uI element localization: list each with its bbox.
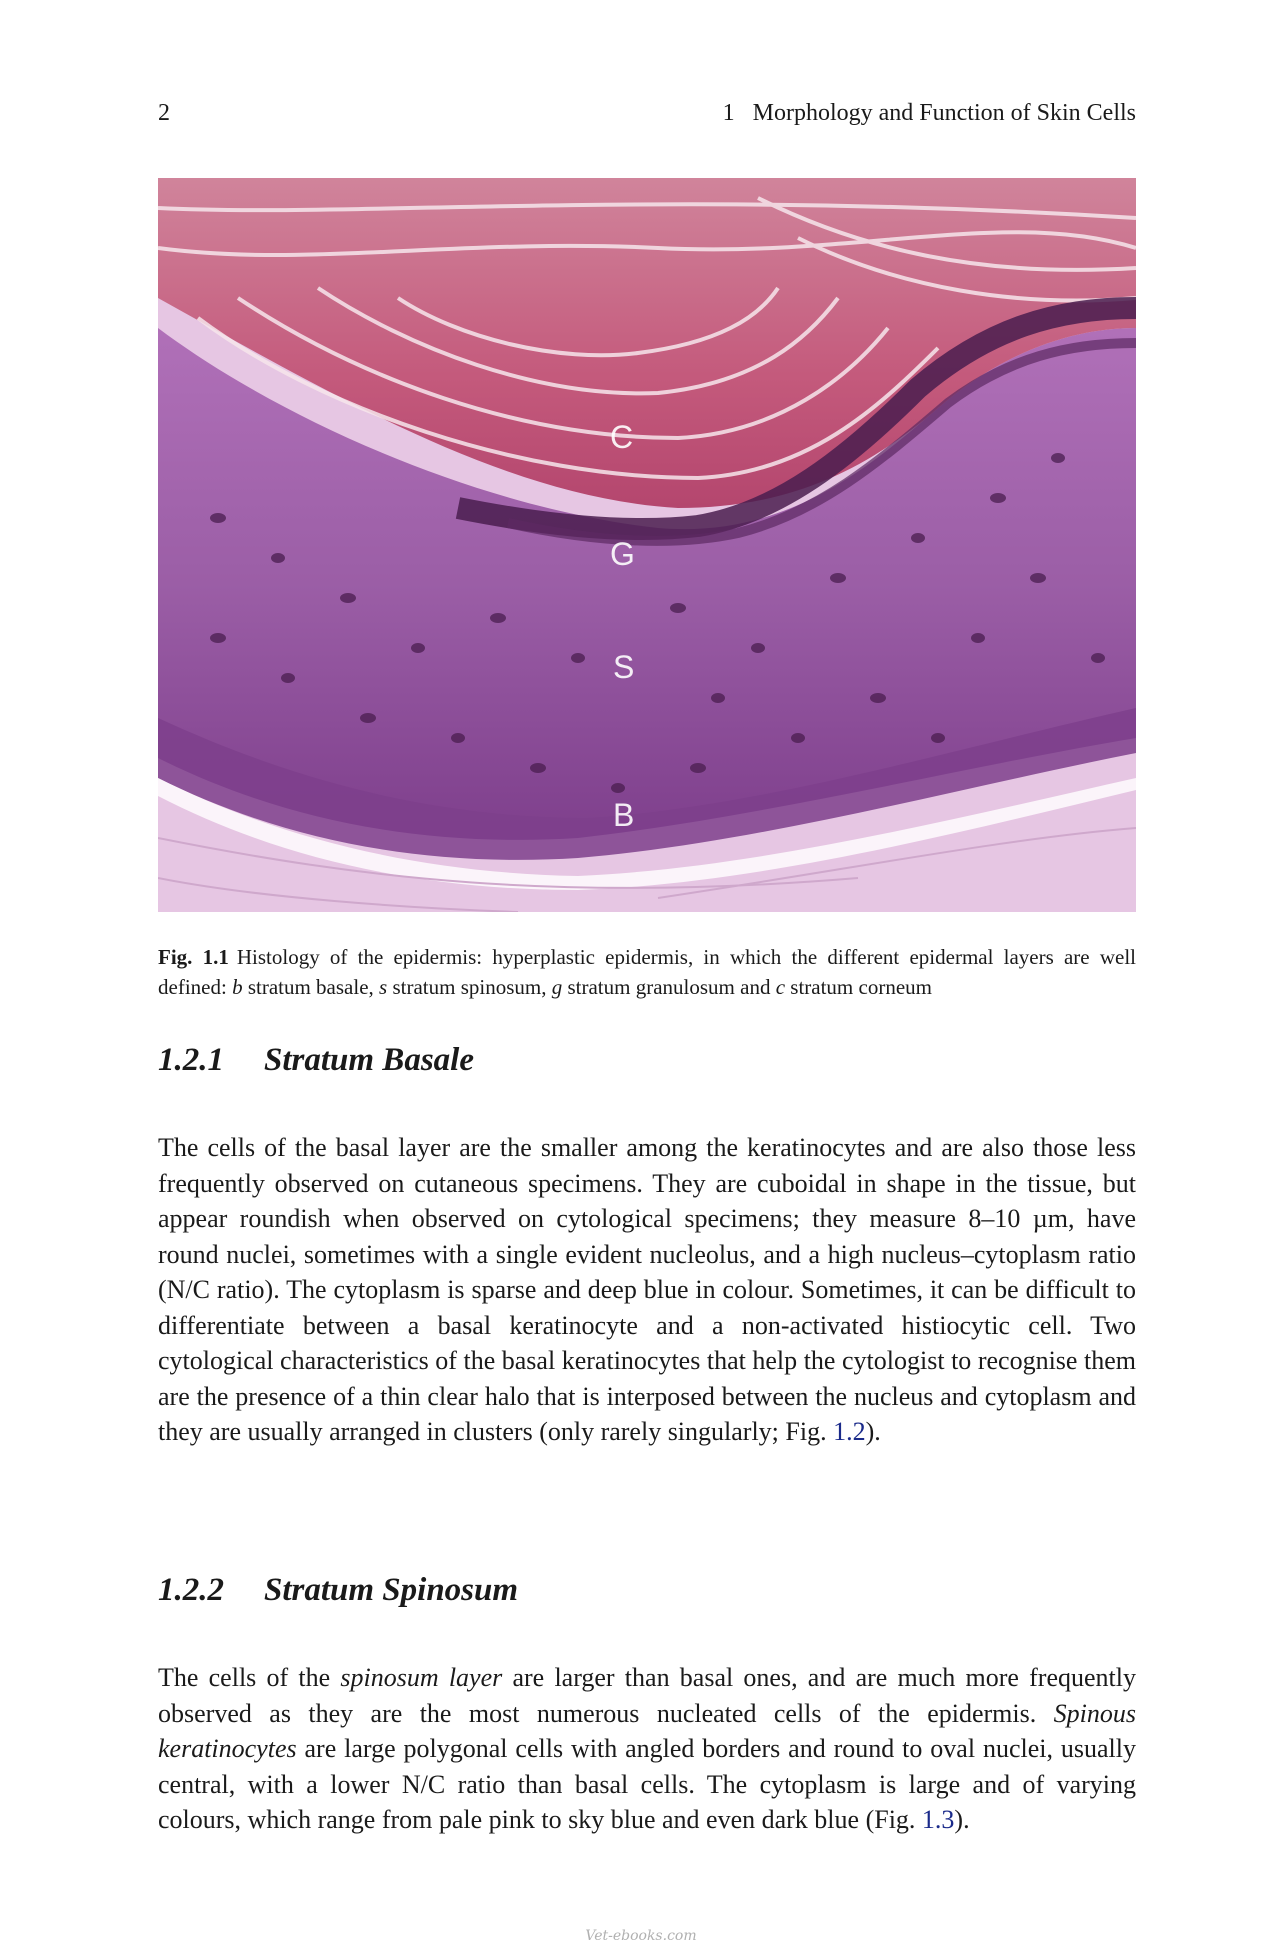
label-spinosum: S (613, 649, 635, 685)
section-number: 1.2.2 (158, 1572, 224, 1608)
label-corneum: C (610, 419, 634, 455)
paragraph-text-end: ). (954, 1805, 970, 1834)
page-number: 2 (158, 100, 170, 126)
paragraph-text-end: ). (865, 1417, 881, 1446)
section-heading-basale (158, 1042, 474, 1079)
figure-label: Fig. 1.1 (158, 945, 229, 969)
paragraph-spinosum (158, 1660, 1136, 1838)
section-title: Stratum Basale (264, 1042, 474, 1078)
histology-figure (158, 178, 1136, 912)
figure-ref-link[interactable]: 1.2 (833, 1417, 866, 1446)
watermark: Vet-ebooks.com (585, 1928, 697, 1944)
paragraph-text: are larger than basal ones, and are much more frequently observed as they are the most numerous nucleated cells of the epidermis. (158, 1663, 1136, 1728)
paragraph-text: The cells of the (158, 1663, 341, 1692)
running-head (723, 100, 1136, 127)
caption-term-letter: g (551, 975, 563, 999)
emphasis-term: spinosum layer (340, 1663, 503, 1692)
caption-term-letter: b (232, 975, 243, 999)
histology-image (158, 178, 1136, 912)
figure-ref-link[interactable]: 1.3 (921, 1805, 955, 1834)
caption-term-name: stratum granulosum and (562, 975, 776, 999)
caption-term-name: stratum spinosum, (387, 975, 552, 999)
emphasis-term: Spinous keratinocytes (158, 1698, 1136, 1763)
caption-term-letter: s (379, 975, 388, 999)
section-heading-spinosum (158, 1572, 518, 1609)
section-title: Stratum Spinosum (264, 1572, 519, 1608)
label-granulosum: G (610, 536, 635, 572)
label-basale: B (613, 797, 635, 833)
paragraph-text: The cells of the basal layer are the smaller among the keratinocytes and are also those less frequently observed on cutaneous specimens. They are cuboidal in shape in the tissue, but appear roundish when observed on cytological specimens; they measure 8–10 µm, have round nuclei, sometimes with a single evident nucleolus, and a high nucleus–cytoplasm ratio (N/C ratio). The cytoplasm is sparse and deep blue in colour. Sometimes, it can be difficult to differentiate between a basal keratinocyte and a non-activated histiocytic cell. Two cytological characteristics of the basal keratinocytes that help the cytologist to recognise them are the presence of a thin clear halo that is interposed between the nucleus and cytoplasm and they are usually arranged in clusters (only rarely singularly; Fig. (158, 1133, 1136, 1446)
caption-term-name: stratum basale, (242, 975, 380, 999)
chapter-number: 1 (722, 100, 735, 126)
caption-term-letter: c (775, 975, 786, 999)
figure-caption (158, 942, 1136, 1002)
caption-text: Histology of the epidermis: hyperplastic epidermis, in which the different epidermal layers are well defined: (158, 945, 1136, 999)
paragraph-text: are large polygonal cells with angled borders and round to oval nuclei, usually central, with a lower N/C ratio than basal cells. The cytoplasm is large and of varying colours, which range from pale pink to sky blue and even dark blue (Fig. (158, 1734, 1136, 1834)
section-number: 1.2.1 (158, 1042, 224, 1078)
paragraph-basale (158, 1130, 1136, 1450)
chapter-title: Morphology and Function of Skin Cells (752, 100, 1136, 126)
caption-term-name: stratum corneum (785, 975, 932, 999)
